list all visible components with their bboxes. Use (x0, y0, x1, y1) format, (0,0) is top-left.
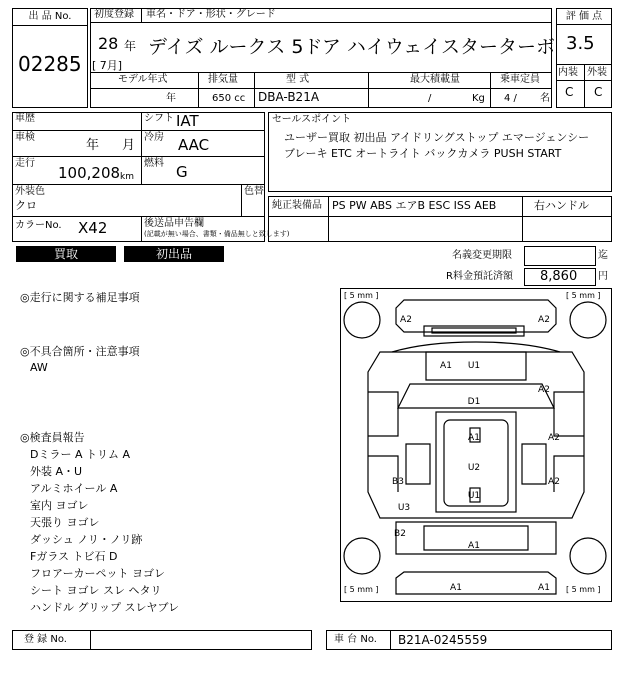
left-vdiv (141, 112, 142, 184)
inspection-label: 車検 (15, 132, 35, 143)
inspector-line: 室内 ヨゴレ (30, 499, 89, 512)
tire-label-rl: [ 5 mm ] (344, 585, 379, 594)
capacity-unit: 名 (540, 93, 550, 104)
damage-mark: B3 (392, 477, 404, 487)
name-change-box (524, 246, 596, 266)
specs-line2 (90, 88, 552, 89)
car-name-label: 車名・ドア・形状・グレード (146, 9, 276, 20)
load-slash: / (428, 93, 432, 104)
left-h3 (12, 184, 265, 185)
damage-mark: A2 (548, 433, 560, 443)
specs-line (90, 72, 552, 73)
sales-points-line2: ブレーキ ETC オートライト バックカメラ PUSH START (284, 147, 562, 160)
displacement: 650 cc (212, 93, 246, 104)
damage-mark: A1 (440, 361, 452, 371)
model-year-label: モデル年式 (118, 74, 168, 85)
fuel: G (176, 163, 188, 181)
chassis-no: B21A-0245559 (398, 633, 488, 647)
buy-badge: 買取 (16, 246, 116, 262)
name-change-label: 名義変更期限 (452, 250, 512, 261)
tire-front-left (344, 302, 380, 338)
specs-div4 (490, 72, 491, 108)
recycle-unit: 円 (598, 271, 608, 282)
equipment-label: 純正装備品 (272, 200, 322, 211)
equip-div1 (328, 196, 329, 242)
left-h4 (12, 216, 265, 217)
displacement-label: 排気量 (208, 74, 238, 85)
damage-mark: U2 (467, 463, 481, 473)
damage-mark: A2 (548, 477, 560, 487)
left-vdiv2 (241, 184, 242, 216)
tire-front-right (570, 302, 606, 338)
equip-div2 (522, 196, 523, 242)
shift: IAT (176, 112, 199, 130)
sales-points-line1: ユーザー買取 初出品 アイドリングストップ エマージェンシー (284, 131, 590, 144)
damage-mark: A2 (538, 315, 550, 325)
score-line3 (556, 80, 612, 81)
equipment-items: PS PW ABS エアB ESC ISS AEB (332, 199, 497, 212)
model-code: DBA-B21A (258, 90, 320, 104)
reg-year-unit: 年 (124, 39, 137, 53)
max-load-label: 最大積載量 (410, 74, 460, 85)
damage-mark: D1 (467, 397, 481, 407)
damage-mark: U3 (397, 503, 411, 513)
damage-mark: A2 (538, 385, 550, 395)
recycle-label: R料金預託済額 (446, 271, 513, 282)
capacity: 4 / (504, 93, 517, 104)
specs-div2 (254, 72, 255, 108)
score-line (556, 24, 612, 25)
handle: 右ハンドル (534, 199, 589, 212)
interior-label: 内装 (558, 67, 578, 78)
lot-no: 02285 (18, 52, 82, 76)
tire-label-fr: [ 5 mm ] (566, 291, 601, 300)
inspector-line: Fガラス トビ石 D (30, 550, 118, 563)
lot-no-label: 出 品 No. (28, 11, 72, 22)
damage-mark: A1 (468, 433, 480, 443)
inspection-month: 月 (122, 138, 136, 153)
inspector-line: 外装 A・U (30, 465, 83, 478)
score-div (584, 64, 585, 108)
chassis-label: 車 台 No. (334, 634, 377, 645)
first-badge: 初出品 (124, 246, 224, 262)
left-h2 (12, 156, 265, 157)
recolor-label: 色替 (244, 186, 264, 197)
tire-label-fl: [ 5 mm ] (344, 291, 379, 300)
aircon-label: 冷房 (144, 132, 164, 143)
aftermarket-note: (記載が無い場合、書類・備品無しと致します) (144, 230, 290, 238)
tire-rear-left (344, 538, 380, 574)
car-header-line (90, 22, 552, 23)
score-label: 評 価 点 (565, 11, 603, 22)
car-damage-diagram (340, 288, 612, 602)
inspector-line: フロアーカーペット ヨゴレ (30, 567, 165, 580)
damage-mark: U1 (467, 491, 481, 501)
damage-mark: A1 (538, 583, 550, 593)
damage-mark: A1 (450, 583, 462, 593)
damage-mark: A1 (468, 541, 480, 551)
aftermarket-label: 後送品申告欄 (144, 218, 204, 229)
fuel-label: 燃料 (144, 158, 164, 169)
damage-mark: A2 (400, 315, 412, 325)
shift-label: シフト (144, 113, 174, 124)
reg-no-label: 登 録 No. (24, 634, 67, 645)
score: 3.5 (566, 33, 595, 54)
inspector-line: 天張り ヨゴレ (30, 516, 100, 529)
color-no: X42 (78, 219, 108, 237)
ext-color: クロ (15, 199, 37, 212)
tire-label-rr: [ 5 mm ] (566, 585, 601, 594)
defect-value: AW (30, 361, 48, 374)
mileage-label: 走行 (15, 158, 35, 169)
interior-grade: C (565, 85, 574, 99)
reg-year: 28 (98, 34, 119, 53)
ext-color-label: 外装色 (15, 186, 45, 197)
aircon: AAC (178, 136, 210, 154)
car-name: デイズ ルークス 5ドア ハイウェイスターターボ (148, 36, 555, 58)
load-unit: Kg (472, 93, 485, 104)
mileage-unit: km (120, 172, 134, 182)
history-label: 車歴 (15, 113, 35, 124)
inspector-list (30, 446, 280, 616)
inspection-year: 年 (86, 138, 100, 153)
inspector-line: アルミホイール A (30, 482, 118, 495)
specs-div1 (198, 72, 199, 108)
capacity-label: 乗車定員 (500, 74, 540, 85)
model-year-unit: 年 (166, 93, 176, 104)
mileage: 100,208 (58, 164, 121, 182)
model-label: 型 式 (286, 74, 310, 85)
name-change-unit: 迄 (598, 250, 608, 261)
damage-mark: U1 (467, 361, 481, 371)
defect-label: ◎不具合箇所・注意事項 (20, 345, 140, 358)
car-header-div (141, 8, 142, 22)
equip-hline (268, 216, 612, 217)
damage-mark: B2 (394, 529, 406, 539)
exterior-label: 外装 (587, 67, 607, 78)
recycle-value: 8,860 (540, 269, 578, 284)
inspector-label: ◎検査員報告 (20, 431, 85, 444)
inspector-line: ハンドル グリップ スレヤブレ (30, 601, 180, 614)
left-h1 (12, 130, 265, 131)
inspector-line: ダッシュ ノリ・ノリ跡 (30, 533, 143, 546)
chassis-div (390, 630, 391, 650)
color-no-label: カラーNo. (15, 220, 62, 231)
reg-month: [ 7月] (92, 59, 123, 72)
inspector-line: シート ヨゴレ スレ ヘタリ (30, 584, 162, 597)
sales-points-label: セールスポイント (272, 114, 352, 125)
first-reg-label: 初度登録 (94, 9, 134, 20)
left-vdiv3 (141, 216, 142, 242)
tire-rear-right (570, 538, 606, 574)
reg-no-div (90, 630, 91, 650)
driving-remarks-label: ◎走行に関する補足事項 (20, 291, 140, 304)
inspector-line: Dミラー A トリム A (30, 448, 131, 461)
exterior-grade: C (594, 85, 603, 99)
specs-div3 (368, 72, 369, 108)
